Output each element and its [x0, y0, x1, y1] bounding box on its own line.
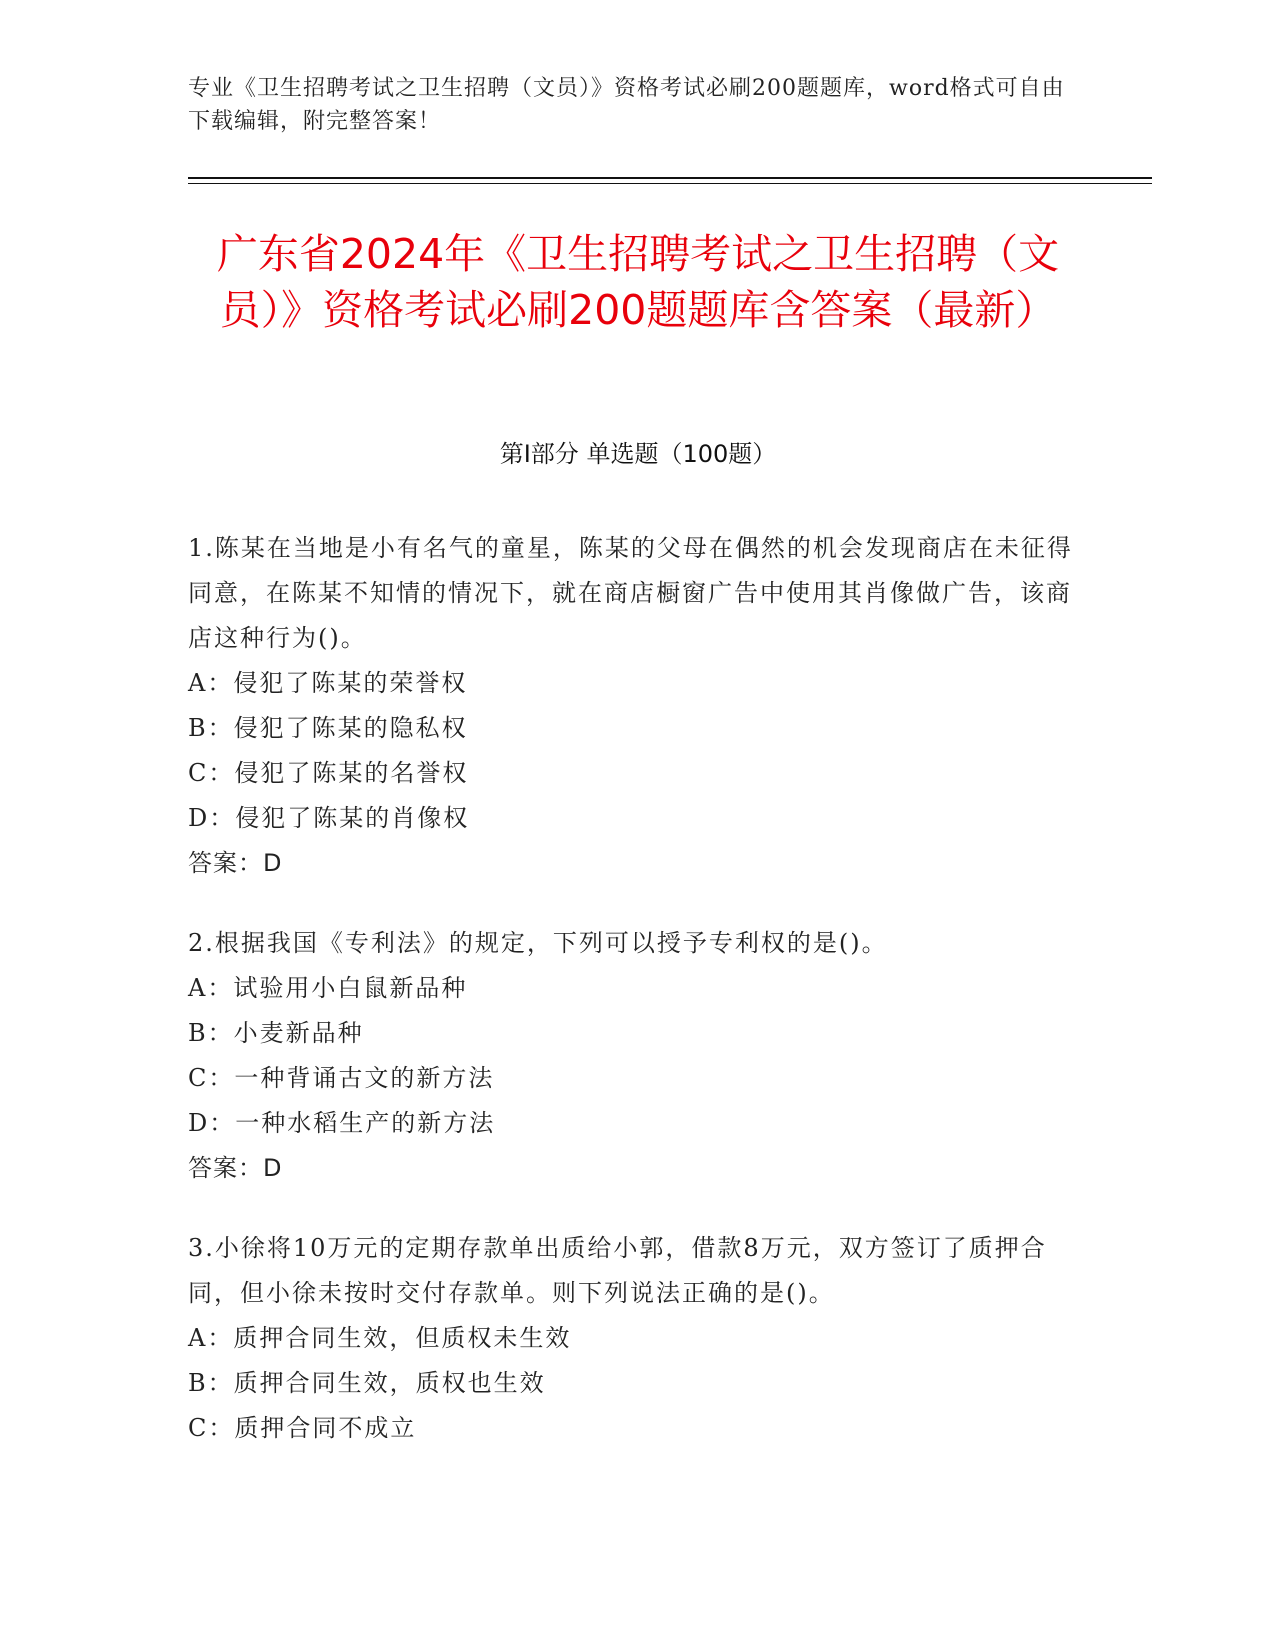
- section-heading: 第Ⅰ部分 单选题（100题）: [499, 440, 777, 468]
- question-3: [188, 1226, 1078, 1451]
- question-stem: 3.小徐将10万元的定期存款单出质给小郭，借款8万元，双方签订了质押合同，但小徐未按时交付存款单。则下列说法正确的是()。: [188, 1234, 1047, 1307]
- option-a: A：质押合同生效，但质权未生效: [188, 1324, 572, 1352]
- header-divider-thick: [188, 177, 1152, 179]
- option-a: A：侵犯了陈某的荣誉权: [188, 669, 468, 697]
- option-d: D：一种水稻生产的新方法: [188, 1109, 496, 1137]
- header-divider-thin: [188, 183, 1152, 184]
- option-a: A：试验用小白鼠新品种: [188, 974, 468, 1002]
- document-title: 广东省2024年《卫生招聘考试之卫生招聘（文员）》资格考试必刷200题题库含答案（最新）: [216, 230, 1060, 334]
- question-2: [188, 921, 1078, 1191]
- option-b: B：质押合同生效，质权也生效: [188, 1369, 546, 1397]
- answer-line: 答案：D: [188, 1154, 283, 1182]
- answer-line: 答案：D: [188, 849, 283, 877]
- question-list: [188, 526, 1078, 1486]
- option-b: B：小麦新品种: [188, 1019, 364, 1047]
- option-c: C：一种背诵古文的新方法: [188, 1064, 495, 1092]
- question-stem: 2.根据我国《专利法》的规定，下列可以授予专利权的是()。: [188, 929, 888, 957]
- option-d: D：侵犯了陈某的肖像权: [188, 804, 470, 832]
- option-c: C：质押合同不成立: [188, 1414, 417, 1442]
- option-b: B：侵犯了陈某的隐私权: [188, 714, 468, 742]
- header-note: 专业《卫生招聘考试之卫生招聘（文员）》资格考试必刷200题题库，word格式可自由下载编辑，附完整答案！: [188, 76, 1065, 134]
- question-1: [188, 526, 1078, 886]
- question-stem: 1.陈某在当地是小有名气的童星，陈某的父母在偶然的机会发现商店在未征得同意，在陈某不知情的情况下，就在商店橱窗广告中使用其肖像做广告，该商店这种行为()。: [188, 534, 1073, 652]
- option-c: C：侵犯了陈某的名誉权: [188, 759, 469, 787]
